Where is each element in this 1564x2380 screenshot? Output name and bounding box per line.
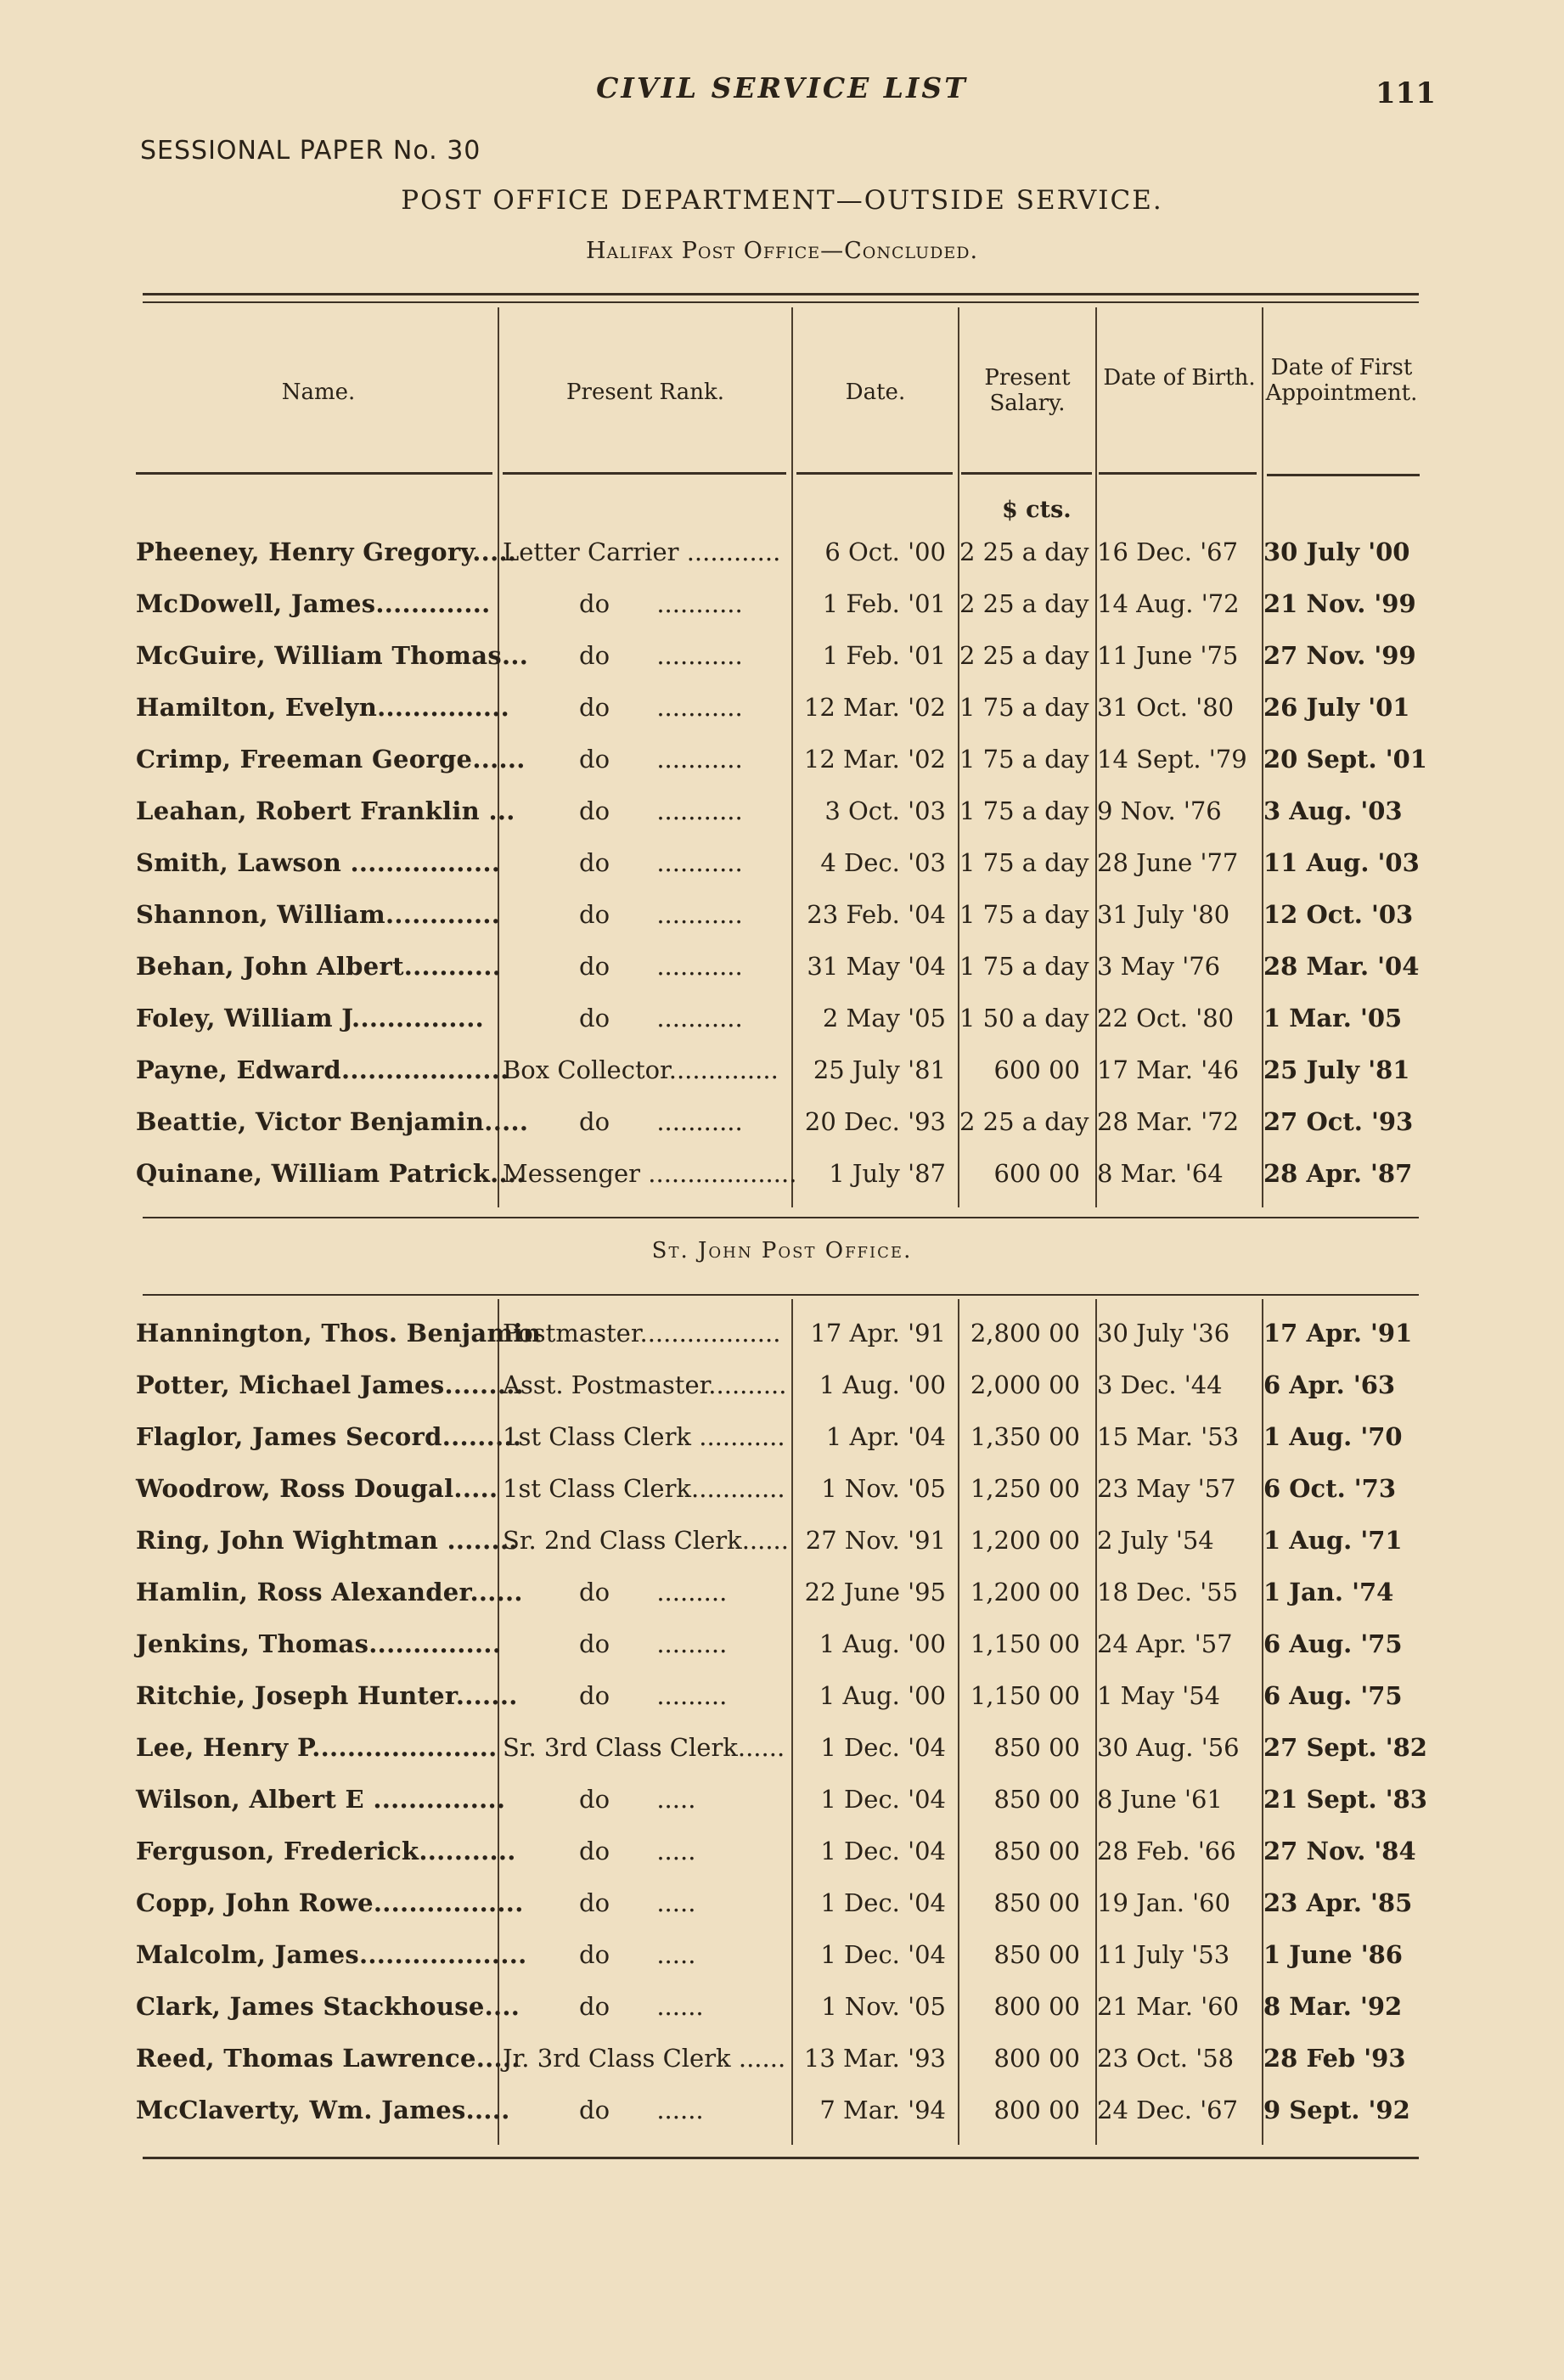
person-name: Jenkins, Thomas............... <box>136 1629 502 1658</box>
table-row <box>0 1308 1564 1359</box>
person-name: Flaglor, James Secord......... <box>136 1422 522 1451</box>
person-name: Ritchie, Joseph Hunter....... <box>136 1681 518 1710</box>
person-name: Copp, John Rowe................. <box>136 1888 524 1917</box>
date-of-first-appointment: 1 Aug. '70 <box>1263 1422 1403 1451</box>
table-row <box>0 837 1564 888</box>
person-name: Hamilton, Evelyn............... <box>136 693 510 722</box>
date-of-first-appointment: 27 Nov. '84 <box>1263 1837 1416 1865</box>
person-name: Woodrow, Ross Dougal..... <box>136 1474 498 1503</box>
present-salary: 800 00 <box>993 1992 1080 2021</box>
header-rank: Present Rank. <box>566 380 724 405</box>
date-of-birth: 8 Mar. '64 <box>1097 1159 1224 1188</box>
date-of-first-appointment: 28 Mar. '04 <box>1263 952 1420 981</box>
present-rank: do ......... <box>579 1681 728 1710</box>
date-of-first-appointment: 12 Oct. '03 <box>1263 900 1414 929</box>
top-rule <box>143 293 1419 295</box>
table-row <box>0 1722 1564 1773</box>
present-salary: 1,150 00 <box>970 1681 1080 1710</box>
table-row <box>0 1044 1564 1095</box>
person-name: Reed, Thomas Lawrence..... <box>136 2044 520 2073</box>
table-row <box>0 889 1564 940</box>
date-of-first-appointment: 1 Aug. '71 <box>1263 1526 1403 1555</box>
person-name: Ferguson, Frederick........... <box>136 1837 516 1865</box>
date-of-birth: 3 Dec. '44 <box>1097 1370 1223 1399</box>
present-salary: 2 25 a day <box>959 537 1089 566</box>
present-salary: 2,000 00 <box>970 1370 1080 1399</box>
present-rank: do ........... <box>579 952 743 981</box>
person-name: Wilson, Albert E ............... <box>136 1785 506 1814</box>
present-rank: Asst. Postmaster.......... <box>503 1370 787 1399</box>
table-row <box>0 1774 1564 1825</box>
date-of-first-appointment: 27 Oct. '93 <box>1263 1107 1414 1136</box>
present-rank: do ........... <box>579 1107 743 1136</box>
date-of-birth: 1 May '54 <box>1097 1681 1221 1710</box>
person-name: Hannington, Thos. Benjamin <box>136 1319 542 1348</box>
present-salary: 600 00 <box>993 1159 1080 1188</box>
present-salary: 850 00 <box>993 1837 1080 1865</box>
section-rule <box>143 1217 1419 1218</box>
person-name: Malcolm, James................... <box>136 1940 527 1969</box>
date-of-birth: 11 June '75 <box>1097 641 1239 670</box>
present-salary: 2 25 a day <box>959 641 1089 670</box>
rank-date: 1 July '87 <box>829 1159 946 1188</box>
table-row <box>0 1567 1564 1618</box>
rank-date: 12 Mar. '02 <box>803 745 946 774</box>
person-name: McGuire, William Thomas... <box>136 641 529 670</box>
person-name: Behan, John Albert........... <box>136 952 502 981</box>
header-underline-date <box>796 472 953 475</box>
present-rank: do ........... <box>579 641 743 670</box>
present-salary: 1,150 00 <box>970 1629 1080 1658</box>
rank-date: 1 Dec. '04 <box>820 1733 946 1762</box>
person-name: McDowell, James............. <box>136 589 491 618</box>
page-number: 111 <box>1376 76 1436 110</box>
present-salary: 850 00 <box>993 1785 1080 1814</box>
rank-date: 1 Nov. '05 <box>821 1992 946 2021</box>
present-rank: do ..... <box>579 1837 696 1865</box>
person-name: Potter, Michael James......... <box>136 1370 525 1399</box>
date-of-birth: 14 Sept. '79 <box>1097 745 1247 774</box>
date-of-first-appointment: 1 June '86 <box>1263 1940 1403 1969</box>
table-row <box>0 1411 1564 1462</box>
rank-date: 1 Aug. '00 <box>819 1629 946 1658</box>
date-of-birth: 24 Apr. '57 <box>1097 1629 1233 1658</box>
rank-date: 7 Mar. '94 <box>819 2096 946 2124</box>
date-of-birth: 15 Mar. '53 <box>1097 1422 1240 1451</box>
date-of-first-appointment: 23 Apr. '85 <box>1263 1888 1413 1917</box>
person-name: Ring, John Wightman ........ <box>136 1526 518 1555</box>
date-of-birth: 8 June '61 <box>1097 1785 1223 1814</box>
date-of-first-appointment: 1 Mar. '05 <box>1263 1004 1403 1032</box>
rank-date: 4 Dec. '03 <box>820 848 946 877</box>
present-rank: do ........... <box>579 693 743 722</box>
date-of-birth: 19 Jan. '60 <box>1097 1888 1231 1917</box>
present-salary: 1,200 00 <box>970 1526 1080 1555</box>
present-salary: 1 75 a day <box>959 952 1089 981</box>
department-heading: POST OFFICE DEPARTMENT—OUTSIDE SERVICE. <box>401 185 1163 216</box>
table-row <box>0 630 1564 681</box>
person-name: Smith, Lawson ................. <box>136 848 501 877</box>
rank-date: 17 Apr. '91 <box>810 1319 946 1348</box>
present-salary: 1 50 a day <box>959 1004 1089 1032</box>
present-rank: do ........... <box>579 796 743 825</box>
date-of-first-appointment: 21 Sept. '83 <box>1263 1785 1427 1814</box>
person-name: Foley, William J............... <box>136 1004 484 1032</box>
present-salary: 2 25 a day <box>959 589 1089 618</box>
present-rank: 1st Class Clerk............ <box>503 1474 785 1503</box>
table-row <box>0 993 1564 1044</box>
table-row <box>0 1515 1564 1566</box>
present-salary: 2,800 00 <box>970 1319 1080 1348</box>
rank-date: 1 Feb. '01 <box>822 589 946 618</box>
table-row <box>0 1929 1564 1980</box>
person-name: Beattie, Victor Benjamin..... <box>136 1107 529 1136</box>
rank-date: 22 June '95 <box>804 1578 946 1606</box>
present-rank: Jr. 3rd Class Clerk ...... <box>503 2044 786 2073</box>
present-rank: Box Collector.............. <box>503 1055 779 1084</box>
date-of-first-appointment: 28 Feb '93 <box>1263 2044 1406 2073</box>
rank-date: 3 Oct. '03 <box>824 796 946 825</box>
date-of-birth: 23 May '57 <box>1097 1474 1236 1503</box>
person-name: Clark, James Stackhouse.... <box>136 1992 520 2021</box>
rank-date: 1 Dec. '04 <box>820 1837 946 1865</box>
table-row <box>0 941 1564 992</box>
rank-date: 25 July '81 <box>813 1055 946 1084</box>
rank-date: 2 May '05 <box>822 1004 946 1032</box>
rank-date: 1 Nov. '05 <box>821 1474 946 1503</box>
header-name: Name. <box>281 380 356 405</box>
person-name: McClaverty, Wm. James..... <box>136 2096 510 2124</box>
date-of-first-appointment: 6 Aug. '75 <box>1263 1629 1403 1658</box>
header-first-appointment: Date of First Appointment. <box>1265 355 1418 406</box>
person-name: Pheeney, Henry Gregory..... <box>136 537 517 566</box>
rank-date: 1 Dec. '04 <box>820 1785 946 1814</box>
table-row <box>0 1670 1564 1721</box>
date-of-birth: 17 Mar. '46 <box>1097 1055 1240 1084</box>
person-name: Shannon, William............. <box>136 900 501 929</box>
date-of-birth: 30 July '36 <box>1097 1319 1230 1348</box>
date-of-birth: 18 Dec. '55 <box>1097 1578 1239 1606</box>
table-row <box>0 2085 1564 2135</box>
bottom-rule <box>143 2157 1419 2159</box>
present-rank: Messenger ................... <box>503 1159 797 1188</box>
table-row <box>0 1148 1564 1199</box>
rank-date: 6 Oct. '00 <box>824 537 946 566</box>
date-of-first-appointment: 1 Jan. '74 <box>1263 1578 1394 1606</box>
rank-date: 1 Dec. '04 <box>820 1940 946 1969</box>
date-of-birth: 3 May '76 <box>1097 952 1221 981</box>
present-rank: 1st Class Clerk ........... <box>503 1422 785 1451</box>
header-date: Date. <box>845 380 906 405</box>
top-rule-inner <box>143 301 1419 303</box>
rank-date: 31 May '04 <box>807 952 946 981</box>
table-row <box>0 578 1564 629</box>
present-rank: Sr. 3rd Class Clerk...... <box>503 1733 785 1762</box>
rank-date: 27 Nov. '91 <box>805 1526 946 1555</box>
present-rank: do ......... <box>579 1629 728 1658</box>
person-name: Crimp, Freeman George...... <box>136 745 526 774</box>
header-underline-name <box>136 472 492 475</box>
sessional-paper-label: SESSIONAL PAPER No. 30 <box>140 136 481 166</box>
date-of-first-appointment: 21 Nov. '99 <box>1263 589 1416 618</box>
date-of-first-appointment: 30 July '00 <box>1263 537 1410 566</box>
present-salary: 800 00 <box>993 2044 1080 2073</box>
present-salary: 850 00 <box>993 1940 1080 1969</box>
present-salary: 2 25 a day <box>959 1107 1089 1136</box>
date-of-first-appointment: 27 Sept. '82 <box>1263 1733 1427 1762</box>
date-of-birth: 31 July '80 <box>1097 900 1230 929</box>
present-salary: 850 00 <box>993 1733 1080 1762</box>
present-rank: do ...... <box>579 2096 704 2124</box>
salary-units-label: $ cts. <box>1002 497 1072 523</box>
date-of-birth: 11 July '53 <box>1097 1940 1230 1969</box>
date-of-birth: 22 Oct. '80 <box>1097 1004 1235 1032</box>
date-of-birth: 16 Dec. '67 <box>1097 537 1239 566</box>
date-of-birth: 2 July '54 <box>1097 1526 1214 1555</box>
date-of-first-appointment: 9 Sept. '92 <box>1263 2096 1410 2124</box>
present-rank: do ........... <box>579 745 743 774</box>
table-row <box>0 734 1564 785</box>
table-row <box>0 2033 1564 2084</box>
rank-date: 1 Aug. '00 <box>819 1681 946 1710</box>
present-rank: do ..... <box>579 1940 696 1969</box>
date-of-birth: 28 Feb. '66 <box>1097 1837 1236 1865</box>
person-name: Quinane, William Patrick.... <box>136 1159 526 1188</box>
date-of-birth: 21 Mar. '60 <box>1097 1992 1240 2021</box>
date-of-birth: 28 June '77 <box>1097 848 1239 877</box>
present-rank: do ........... <box>579 1004 743 1032</box>
date-of-first-appointment: 3 Aug. '03 <box>1263 796 1403 825</box>
date-of-birth: 28 Mar. '72 <box>1097 1107 1240 1136</box>
present-rank: do ........... <box>579 589 743 618</box>
present-rank: do ..... <box>579 1785 696 1814</box>
present-salary: 1 75 a day <box>959 745 1089 774</box>
present-salary: 1,250 00 <box>970 1474 1080 1503</box>
date-of-first-appointment: 20 Sept. '01 <box>1263 745 1427 774</box>
date-of-birth: 30 Aug. '56 <box>1097 1733 1240 1762</box>
st-john-section-title: St. John Post Office. <box>651 1238 913 1263</box>
header-underline-birth <box>1099 472 1257 475</box>
present-rank: do ...... <box>579 1992 704 2021</box>
rank-date: 20 Dec. '93 <box>804 1107 946 1136</box>
header-underline-appointment <box>1267 474 1420 476</box>
table-row <box>0 785 1564 836</box>
running-title: CIVIL SERVICE LIST <box>596 71 968 104</box>
table-row <box>0 1618 1564 1669</box>
rank-date: 1 Aug. '00 <box>819 1370 946 1399</box>
present-salary: 850 00 <box>993 1888 1080 1917</box>
rank-date: 1 Feb. '01 <box>822 641 946 670</box>
header-underline-rank <box>503 472 786 475</box>
table-row <box>0 682 1564 733</box>
date-of-first-appointment: 25 July '81 <box>1263 1055 1410 1084</box>
person-name: Leahan, Robert Franklin ... <box>136 796 515 825</box>
table-row <box>0 1981 1564 2032</box>
person-name: Payne, Edward................... <box>136 1055 509 1084</box>
date-of-birth: 31 Oct. '80 <box>1097 693 1235 722</box>
present-salary: 600 00 <box>993 1055 1080 1084</box>
date-of-first-appointment: 6 Aug. '75 <box>1263 1681 1403 1710</box>
office-subheading: Halifax Post Office—Concluded. <box>585 238 979 264</box>
table-row <box>0 1096 1564 1147</box>
present-rank: do ..... <box>579 1888 696 1917</box>
table-row <box>0 1877 1564 1928</box>
present-salary: 1 75 a day <box>959 693 1089 722</box>
table-row <box>0 1826 1564 1876</box>
present-salary: 1 75 a day <box>959 848 1089 877</box>
date-of-birth: 14 Aug. '72 <box>1097 589 1240 618</box>
date-of-birth: 23 Oct. '58 <box>1097 2044 1235 2073</box>
present-salary: 1,350 00 <box>970 1422 1080 1451</box>
person-name: Hamlin, Ross Alexander...... <box>136 1578 523 1606</box>
person-name: Lee, Henry P..................... <box>136 1733 498 1762</box>
date-of-first-appointment: 28 Apr. '87 <box>1263 1159 1413 1188</box>
header-salary: Present Salary. <box>984 365 1071 416</box>
rank-date: 12 Mar. '02 <box>803 693 946 722</box>
header-underline-salary <box>961 472 1092 475</box>
present-rank: do ......... <box>579 1578 728 1606</box>
date-of-first-appointment: 26 July '01 <box>1263 693 1410 722</box>
date-of-first-appointment: 8 Mar. '92 <box>1263 1992 1403 2021</box>
present-rank: Postmaster.................. <box>503 1319 781 1348</box>
date-of-first-appointment: 6 Apr. '63 <box>1263 1370 1396 1399</box>
date-of-first-appointment: 27 Nov. '99 <box>1263 641 1416 670</box>
date-of-birth: 9 Nov. '76 <box>1097 796 1222 825</box>
present-salary: 1 75 a day <box>959 900 1089 929</box>
date-of-first-appointment: 11 Aug. '03 <box>1263 848 1420 877</box>
date-of-first-appointment: 6 Oct. '73 <box>1263 1474 1397 1503</box>
present-rank: Letter Carrier ............ <box>503 537 781 566</box>
date-of-birth: 24 Dec. '67 <box>1097 2096 1239 2124</box>
rank-date: 1 Apr. '04 <box>825 1422 946 1451</box>
header-birth: Date of Birth. <box>1103 365 1256 391</box>
present-rank: Sr. 2nd Class Clerk...... <box>503 1526 789 1555</box>
rank-date: 13 Mar. '93 <box>803 2044 946 2073</box>
rank-date: 1 Dec. '04 <box>820 1888 946 1917</box>
present-rank: do ........... <box>579 900 743 929</box>
present-rank: do ........... <box>579 848 743 877</box>
table-row <box>0 526 1564 577</box>
table-row <box>0 1463 1564 1514</box>
present-salary: 800 00 <box>993 2096 1080 2124</box>
section-rule <box>143 1294 1419 1296</box>
present-salary: 1,200 00 <box>970 1578 1080 1606</box>
present-salary: 1 75 a day <box>959 796 1089 825</box>
table-row <box>0 1359 1564 1410</box>
date-of-first-appointment: 17 Apr. '91 <box>1263 1319 1413 1348</box>
rank-date: 23 Feb. '04 <box>807 900 946 929</box>
